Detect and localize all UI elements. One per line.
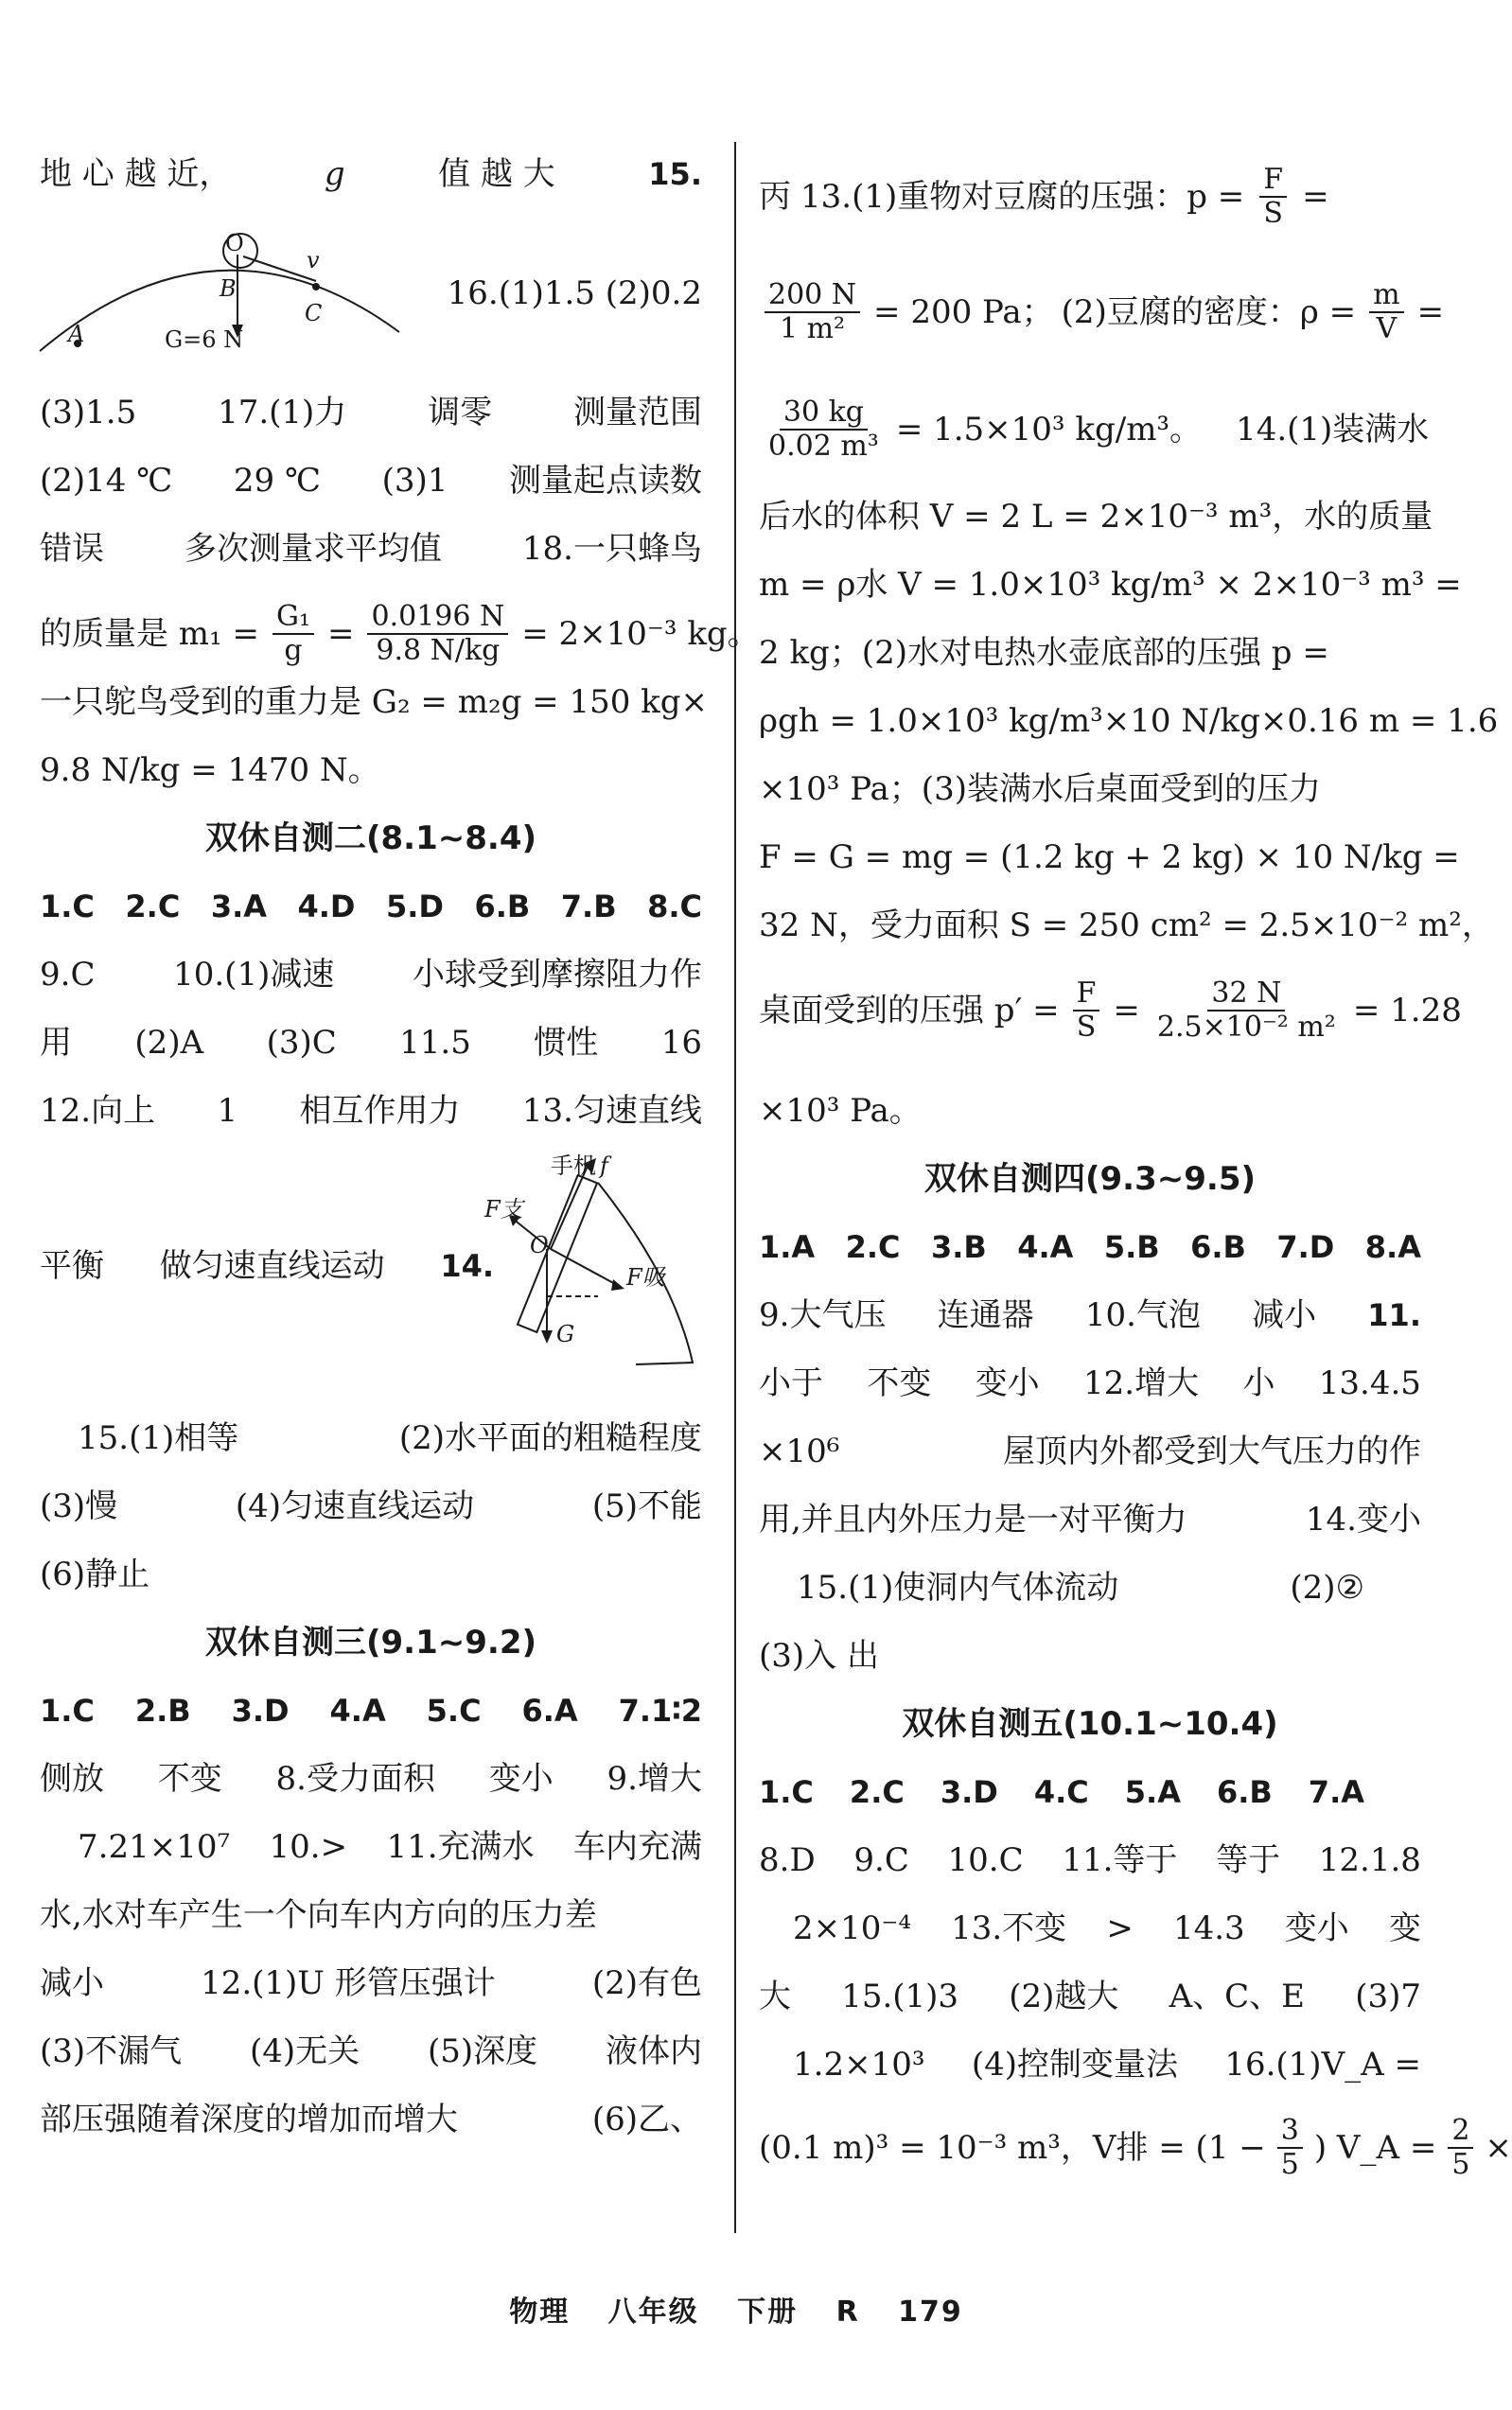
- text: 1.2×10³: [793, 2046, 925, 2084]
- answer: 5.C: [426, 1693, 482, 1729]
- right-line-8: [759, 767, 1421, 811]
- question-number: 11.: [1367, 1297, 1421, 1333]
- answer: 3.D: [231, 1693, 290, 1729]
- left-line-2: [390, 272, 702, 315]
- text: = 2×10⁻³ kg。: [521, 615, 760, 653]
- left-line-3: [40, 391, 702, 434]
- right-line-16: [759, 1430, 1421, 1473]
- footer-grade: 八年级: [607, 2296, 699, 2329]
- text: 9.8 N/kg = 1470 N。: [40, 751, 380, 789]
- text: 13.不变: [951, 1909, 1067, 1947]
- right-line-25: [759, 2114, 1512, 2181]
- text: >: [1106, 1909, 1134, 1947]
- text: =: [326, 615, 355, 653]
- text: 13.4.5: [1318, 1364, 1421, 1402]
- answer: 7.D: [1276, 1229, 1335, 1265]
- answer: 5.D: [385, 888, 444, 924]
- numerator: 30 kg: [780, 396, 868, 431]
- text: 8.D: [759, 1841, 816, 1879]
- text: 11.5: [399, 1024, 471, 1062]
- label-g: G: [556, 1321, 575, 1347]
- text: 变小: [975, 1364, 1040, 1402]
- text: 车内充满: [573, 1828, 702, 1866]
- label-c: C: [305, 300, 323, 326]
- section-heading-4: 双休自测四(9.3~9.5): [923, 1160, 1257, 1198]
- text: 10.>: [269, 1828, 348, 1866]
- question-number: 14.: [440, 1248, 494, 1284]
- left-line-23: [40, 2098, 702, 2141]
- numerator: m: [1369, 279, 1403, 313]
- answer: 5.B: [1103, 1229, 1160, 1265]
- text: 不变: [157, 1760, 222, 1798]
- fraction: [367, 601, 508, 667]
- text: 16: [660, 1024, 702, 1062]
- left-line-14: [40, 1416, 702, 1460]
- answer: 7.1∶2: [618, 1693, 702, 1729]
- text: 15.(1)相等: [78, 1419, 239, 1457]
- text: (3)7: [1355, 1978, 1421, 2015]
- answer: 3.A: [210, 888, 267, 924]
- answer: 6.B: [474, 888, 531, 924]
- right-line-11: [759, 976, 1462, 1044]
- text: 调零: [428, 394, 493, 431]
- text: 相互作用力: [299, 1092, 461, 1130]
- right-line-18: [759, 1566, 1364, 1610]
- footer-subject: 物理: [509, 2296, 571, 2329]
- left-line-5: [40, 527, 702, 571]
- text: ×10³ Pa；(3)装满水后桌面受到的压力: [759, 770, 1321, 808]
- text: 12.向上: [40, 1092, 156, 1130]
- label-fz: F支: [484, 1196, 523, 1223]
- denominator: S: [1263, 197, 1283, 230]
- denominator: 9.8 N/kg: [376, 634, 501, 667]
- text: =: [1302, 178, 1329, 216]
- answer: 2.C: [125, 888, 181, 924]
- text: 18.一只蜂鸟: [521, 530, 702, 568]
- answer-row: [40, 1689, 702, 1733]
- fraction: [1369, 279, 1403, 345]
- right-line-10: [759, 904, 1494, 947]
- text: (3)不漏气: [40, 2032, 183, 2070]
- text: (3)1: [381, 462, 448, 500]
- fraction: [1073, 977, 1100, 1044]
- left-line-12: [40, 1089, 702, 1133]
- text: (3)入 出: [759, 1637, 879, 1675]
- numerator: F: [1073, 977, 1100, 1011]
- denominator: 5: [1451, 2148, 1470, 2181]
- text: 变小: [1284, 1909, 1349, 1947]
- text: 减小: [1252, 1296, 1317, 1334]
- text: 平衡: [40, 1247, 104, 1285]
- right-line-1: [759, 164, 1421, 230]
- text: 11.等于: [1062, 1841, 1178, 1879]
- text: 屋顶内外都受到大气压力的作: [1003, 1433, 1421, 1470]
- text: 的质量是 m₁ =: [40, 615, 259, 653]
- text: 9.大气压: [759, 1296, 887, 1334]
- text: F = G = mg = (1.2 kg + 2 kg) × 10 N/kg =: [759, 838, 1460, 876]
- text: 13.匀速直线: [521, 1092, 702, 1130]
- numerator: G₁: [273, 601, 314, 635]
- section-heading-2: 双休自测二(8.1~8.4): [204, 819, 537, 857]
- answer-row: [759, 1225, 1421, 1269]
- text: 液体内: [606, 2032, 702, 2070]
- phone-force-figure: [484, 1145, 702, 1376]
- text: 测量范围: [573, 394, 702, 431]
- left-line-4: [40, 459, 702, 502]
- left-line-11: [40, 1021, 702, 1064]
- left-line-15: [40, 1485, 702, 1528]
- text: (4)匀速直线运动: [235, 1487, 475, 1525]
- answer: 3.B: [930, 1229, 987, 1265]
- text: (3)1.5: [40, 394, 137, 431]
- text: =: [1113, 992, 1140, 1029]
- right-line-23: [759, 1975, 1421, 2018]
- text: ×10³ Pa。: [759, 1092, 922, 1130]
- text: 水,水对车产生一个向车内方向的压力差: [40, 1896, 597, 1934]
- denominator: S: [1076, 1011, 1097, 1044]
- text: 17.(1)力: [218, 394, 347, 431]
- text: 15.(1)使洞内气体流动: [797, 1569, 1119, 1607]
- text: (2)②: [1290, 1569, 1364, 1607]
- text: 13.(1)重物对豆腐的压强：p =: [800, 178, 1245, 216]
- footer-edition: R: [835, 2296, 860, 2329]
- numerator: 2: [1448, 2115, 1473, 2149]
- right-line-9: [759, 836, 1460, 879]
- answer: 6.A: [521, 1693, 578, 1729]
- text: 10.气泡: [1084, 1296, 1201, 1334]
- text: 16.(1)1.5 (2)0.2: [447, 274, 702, 312]
- label-o: O: [530, 1232, 549, 1258]
- text: 变小: [488, 1760, 554, 1798]
- denominator: 5: [1280, 2148, 1299, 2181]
- answer: 8.C: [647, 888, 702, 924]
- text: (6)乙、: [591, 2101, 702, 2138]
- text: 用,并且内外压力是一对平衡力: [759, 1501, 1187, 1539]
- right-line-15: [759, 1362, 1421, 1405]
- left-line-10: [40, 953, 702, 996]
- text: 14.(1)装满水: [1236, 411, 1430, 449]
- text: 32 N，受力面积 S = 250 cm² = 2.5×10⁻² m²，: [759, 906, 1494, 944]
- right-line-21: [759, 1838, 1421, 1882]
- text: (5)不能: [591, 1487, 702, 1525]
- text: g: [324, 155, 345, 193]
- text: 多次测量求平均值: [184, 530, 442, 568]
- left-line-13: [40, 1244, 494, 1288]
- left-line-6: [40, 600, 760, 667]
- footer-volume: 下册: [737, 2296, 799, 2329]
- text: ρgh = 1.0×10³ kg/m³×10 N/kg×0.16 m = 1.6: [759, 702, 1499, 740]
- label-a: A: [68, 321, 85, 347]
- right-line-7: [759, 699, 1499, 743]
- text: 部压强随着深度的增加而增大: [40, 2101, 458, 2138]
- fraction: [273, 601, 314, 667]
- text: = 1.5×10³ kg/m³。: [895, 411, 1203, 449]
- text: 减小: [40, 1964, 104, 2002]
- text: (4)控制变量法: [971, 2046, 1178, 2084]
- fraction: [1277, 2115, 1303, 2181]
- section-heading-3: 双休自测三(9.1~9.2): [204, 1624, 537, 1662]
- text: 桌面受到的压强 p′ =: [759, 992, 1060, 1029]
- text: 丙: [759, 178, 791, 216]
- text: 8.受力面积: [275, 1760, 435, 1798]
- fraction: [1259, 164, 1287, 230]
- text: 用: [40, 1024, 72, 1062]
- text: 2 kg；(2)水对电热水壶底部的压强 p =: [759, 634, 1329, 672]
- text: m = ρ水 V = 1.0×10³ kg/m³ × 2×10⁻³ m³ =: [759, 566, 1462, 604]
- left-line-19: [40, 1825, 702, 1869]
- text: (2)A: [134, 1024, 204, 1062]
- left-line-21: [40, 1961, 702, 2005]
- text: 地 心 越 近，: [40, 155, 232, 193]
- left-line-20: [40, 1893, 702, 1937]
- right-line-2: [759, 278, 1445, 345]
- right-line-17: [759, 1498, 1421, 1541]
- text: 12.(1)U 形管压强计: [201, 1964, 496, 2002]
- text: =: [1416, 293, 1445, 331]
- answer: 1.C: [759, 1774, 814, 1810]
- text: 12.1.8: [1318, 1841, 1421, 1879]
- footer-page-number: 179: [898, 2296, 963, 2329]
- text: 连通器: [937, 1296, 1034, 1334]
- answer: 6.B: [1190, 1229, 1246, 1265]
- gravity-figure: [40, 219, 399, 355]
- label-fx: F吸: [626, 1264, 665, 1291]
- right-line-22: [759, 1907, 1421, 1950]
- answer: 8.A: [1364, 1229, 1421, 1265]
- text: (2)有色: [591, 1964, 702, 2002]
- answer: 6.B: [1216, 1774, 1273, 1810]
- text: 大: [759, 1978, 791, 2015]
- text: 2×10⁻⁴: [793, 1909, 911, 1947]
- text: ×10⁶: [759, 1433, 840, 1470]
- right-line-24: [759, 2043, 1421, 2086]
- text: 7.21×10⁷: [78, 1828, 231, 1866]
- fraction: [765, 279, 860, 345]
- text: (2)14 ℃: [40, 462, 173, 500]
- answer-row: [759, 1770, 1364, 1814]
- text: 11.充满水: [386, 1828, 535, 1866]
- right-line-14: [759, 1293, 1421, 1337]
- denominator: 0.02 m³: [768, 430, 879, 463]
- label-g: G=6 N: [165, 326, 244, 353]
- text: 14.变小: [1305, 1501, 1421, 1539]
- text: 测量起点读数: [508, 462, 702, 500]
- question-number: 15.: [648, 156, 702, 192]
- answer: 2.C: [849, 1774, 905, 1810]
- right-line-3: [759, 396, 1430, 463]
- right-line-6: [759, 631, 1421, 675]
- right-line-19: [759, 1634, 1421, 1678]
- numerator: 32 N: [1207, 977, 1285, 1011]
- text: 值 越 大: [438, 155, 555, 193]
- text: 小球受到摩擦阻力作: [412, 956, 702, 994]
- text: 一只鸵鸟受到的重力是 G₂ = m₂g = 150 kg×: [40, 683, 708, 721]
- text: (2)水平面的粗糙程度: [398, 1419, 702, 1457]
- left-line-22: [40, 2030, 702, 2073]
- text: 10.(1)减速: [173, 956, 335, 994]
- label-f: f: [600, 1152, 608, 1179]
- answer: 1.A: [759, 1229, 816, 1265]
- text: 9.C: [853, 1841, 909, 1879]
- left-line-16: [40, 1553, 702, 1596]
- text: (6)静止: [40, 1556, 150, 1593]
- text: 15.(1)3: [841, 1978, 959, 2015]
- left-line-18: [40, 1757, 702, 1801]
- numerator: 200 N: [765, 279, 860, 313]
- label-b: B: [220, 275, 237, 302]
- answer: 4.C: [1033, 1774, 1089, 1810]
- left-line-7: [40, 680, 708, 724]
- answer: 4.D: [297, 888, 356, 924]
- text: 不变: [867, 1364, 932, 1402]
- answer: 4.A: [329, 1693, 386, 1729]
- text: 29 ℃: [233, 462, 321, 500]
- text: (3)C: [266, 1024, 337, 1062]
- left-line-1: [40, 152, 702, 196]
- denominator: 1 m²: [779, 312, 846, 345]
- right-line-5: [759, 563, 1462, 607]
- denominator: 2.5×10⁻² m²: [1156, 1011, 1336, 1044]
- answer: 2.C: [845, 1229, 901, 1265]
- numerator: 3: [1277, 2115, 1303, 2149]
- text: (4)无关: [250, 2032, 360, 2070]
- text: (3)慢: [40, 1487, 118, 1525]
- text: 16.(1)V_A =: [1224, 2046, 1421, 2084]
- text: 14.3: [1172, 1909, 1245, 1947]
- text: (2)越大: [1009, 1978, 1119, 2015]
- text: 9.增大: [607, 1760, 702, 1798]
- text: 惯性: [534, 1024, 599, 1062]
- text: 1: [217, 1092, 238, 1130]
- answer: 2.B: [134, 1693, 191, 1729]
- text: = 1.28: [1352, 992, 1462, 1029]
- answer: 7.A: [1308, 1774, 1364, 1810]
- text: 后水的体积 V = 2 L = 2×10⁻³ m³，水的质量: [759, 498, 1433, 536]
- text: 等于: [1216, 1841, 1281, 1879]
- numerator: 0.0196 N: [367, 601, 508, 635]
- text: 小于: [759, 1364, 823, 1402]
- answer: 1.C: [40, 1693, 95, 1729]
- text: 做匀速直线运动: [159, 1247, 385, 1285]
- label-phone: 手机: [551, 1152, 596, 1179]
- text: 侧放: [40, 1760, 104, 1798]
- text: 小: [1242, 1364, 1275, 1402]
- right-line-12: [759, 1089, 1421, 1133]
- label-o: O: [225, 230, 244, 256]
- text: ×: [1485, 2129, 1512, 2167]
- answer: 7.B: [560, 888, 617, 924]
- answer: 4.A: [1017, 1229, 1074, 1265]
- text: 12.增大: [1083, 1364, 1200, 1402]
- text: 9.C: [40, 956, 96, 994]
- text: ) V_A =: [1313, 2129, 1437, 2167]
- text: (2)豆腐的密度：ρ =: [1061, 293, 1357, 331]
- answer: 1.C: [40, 888, 95, 924]
- fraction: [765, 396, 883, 463]
- label-v: v: [307, 247, 320, 273]
- text: (0.1 m)³ = 10⁻³ m³，V排 = (1 −: [759, 2129, 1266, 2167]
- denominator: V: [1376, 312, 1398, 345]
- answer-row: [40, 885, 702, 928]
- text: (5)深度: [428, 2032, 538, 2070]
- fraction: [1153, 977, 1340, 1044]
- right-line-4: [759, 495, 1433, 538]
- text: = 200 Pa；: [873, 293, 1054, 331]
- denominator: g: [284, 634, 303, 667]
- answer: 3.D: [940, 1774, 998, 1810]
- column-divider: [734, 142, 736, 2233]
- numerator: F: [1259, 164, 1287, 198]
- text: A、C、E: [1169, 1978, 1305, 2015]
- text: 变: [1388, 1909, 1421, 1947]
- section-heading-5: 双休自测五(10.1~10.4): [902, 1705, 1278, 1743]
- left-line-8: [40, 748, 702, 792]
- text: 错误: [40, 530, 104, 568]
- fraction: [1448, 2115, 1473, 2181]
- answer: 5.A: [1124, 1774, 1181, 1810]
- page-footer: [0, 2288, 1472, 2330]
- text: 10.C: [947, 1841, 1024, 1879]
